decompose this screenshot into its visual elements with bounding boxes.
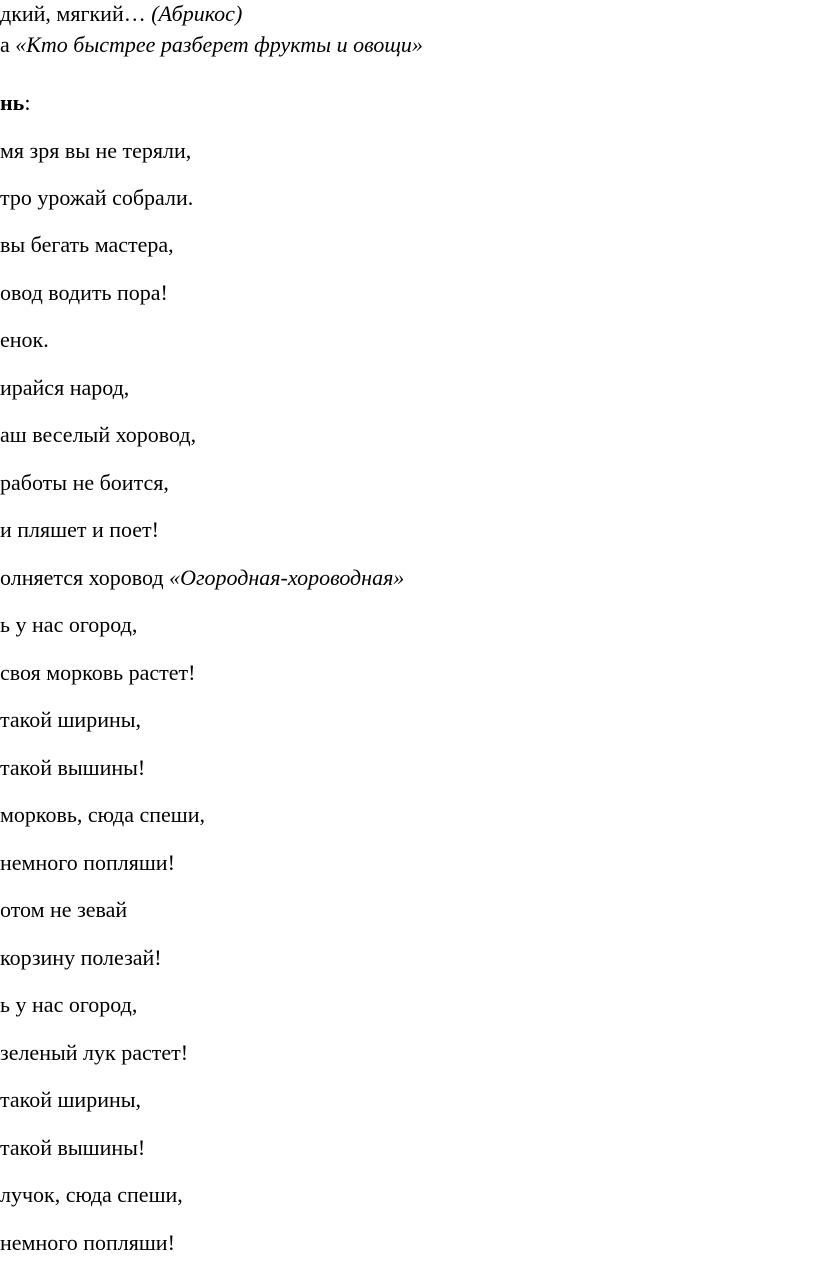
text-line: а «Кто быстрее разберет фрукты и овощи» (0, 32, 423, 57)
verse-line: вы бегать мастера, (0, 232, 174, 257)
verse-line: лучок, сюда спеши, (0, 1182, 183, 1207)
verse-line: немного попляши! (0, 1230, 175, 1255)
verse-line: зеленый лук растет! (0, 1040, 189, 1065)
verse-line: олняется хоровод «Огородная-хороводная» (0, 565, 405, 590)
verse-line: ирайся народ, (0, 375, 130, 400)
verse-line: отом не зевай (0, 897, 128, 922)
verse-line: и пляшет и поет! (0, 517, 159, 542)
verse-line: своя морковь растет! (0, 660, 196, 685)
verse-line: корзину полезай! (0, 945, 162, 970)
verse-line: такой ширины, (0, 1087, 142, 1112)
verse-line: аш веселый хоровод, (0, 422, 197, 447)
verse-line: такой ширины, (0, 707, 142, 732)
verse-line: тро урожай собрали. (0, 185, 194, 210)
verse-line: ь у нас огород, (0, 612, 138, 637)
verse-line: мя зря вы не теряли, (0, 138, 192, 163)
verse-line: работы не боится, (0, 470, 169, 495)
section-heading: нь: (0, 90, 31, 115)
verse-line: такой вышины! (0, 755, 146, 780)
verse-line: такой вышины! (0, 1135, 146, 1160)
text-line: дкий, мягкий… (Абрикос) (0, 1, 243, 26)
verse-line: морковь, сюда спеши, (0, 802, 205, 827)
verse-line: енок. (0, 327, 49, 352)
verse-line: ь у нас огород, (0, 992, 138, 1017)
verse-line: овод водить пора! (0, 280, 168, 305)
verse-line: немного попляши! (0, 850, 175, 875)
